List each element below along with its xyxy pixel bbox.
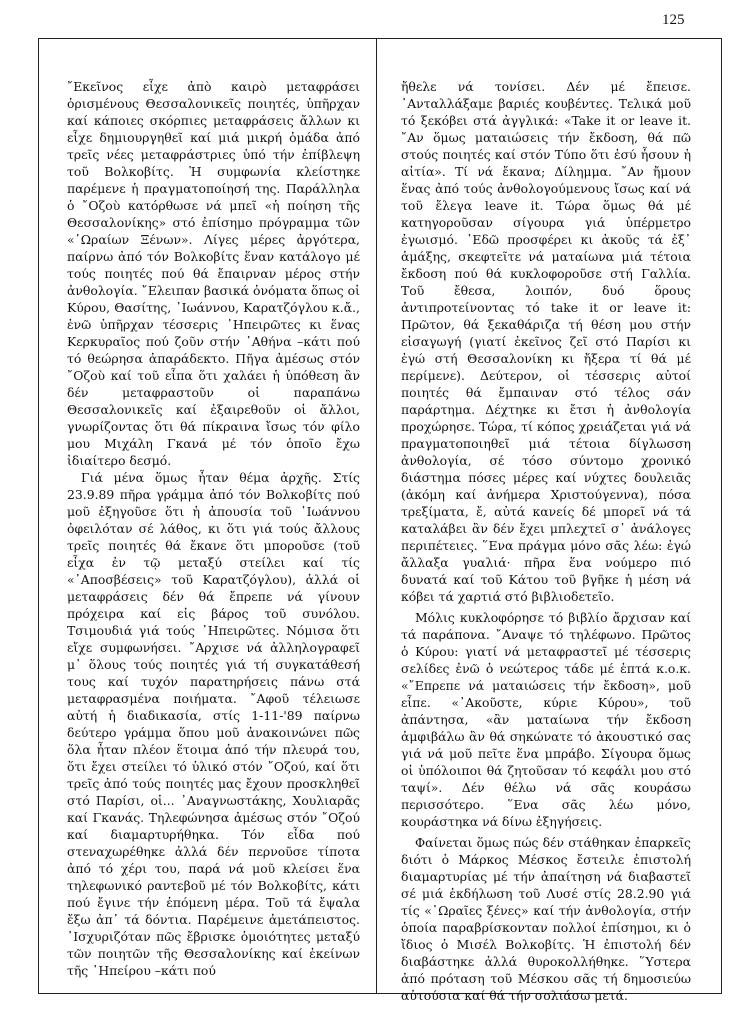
right-paragraph-2: Μόλις κυκλοφόρησε τό βιβλίο ἄρχισαν καί τά παράπονα. ῎Αναψε τό τηλέφωνο. Πρῶτος ὁ Κύρου: γιατί νά μεταφραστεῖ μέ τέσσερις σελίδες ἐνῶ ὁ νεώτερος τάδε μέ ἑπτά κ.ο.κ. «῎Επρεπε νά ματαιώσεις τήν ἔκδοση», μοῦ εἶπε. «᾿Ακοῦστε, κύριε Κύρου», τοῦ ἀπάντησα, «ἂν ματαίωνα τήν ἔκδοση ἀμφιβάλω ἂν θά σηκώνατε τό ἀκουστικό σας γιά νά μοῦ πεῖτε ἕνα μπράβο. Σίγουρα ὅμως οἱ ὑπόλοιποι θά ζητοῦσαν τό κεφάλι μου στό ταψί». Δέν θέλω νά σᾶς κουράσω περισσότερο. ῞Ενα σᾶς λέω μόνο, κουράστηκα νά δίνω ἐξηγήσεις. <box>401 610 691 829</box>
left-paragraph-1: ῎Εκεῖνος εἶχε ἀπὸ καιρὸ μεταφράσει ὁρισμένους Θεσσαλονικεῖς ποιητές, ὑπῆρχαν καί κάποιες σκόρπιες μεταφράσεις ἄλλων κι εἶχε δημιουργηθεῖ καί μιά μικρή ὁμάδα ἀπό τρεῖς νέες μεταφράστριες ὑπό τήν ἐπίβλεψη τοῦ Βολκοβίτς. Ἡ συμφωνία κλείστηκε παρέμενε ἡ πραγματοποίησή της. Παράλληλα ὁ ῎Οζοὺ κατόρθωσε νά μπεῖ «ἡ ποίηση τῆς Θεσσαλονίκης» στό ἐπίσημο πρόγραμμα τῶν «῾Ωραίων Ξένων». Λίγες μέρες ἀργότερα, παίρνω ἀπό τόν Βολκοβίτς ἕναν κατάλογο μέ τούς ποιητές πού θά ἔπαιρναν μέρος στήν ἀνθολογία. ῎Ελειπαν βασικά ὀνόματα ὅπως οἱ Κύρου, Θασίτης, ᾿Ιωάννου, Καρατζόγλου κ.ἄ., ἐνῶ ὑπῆρχαν τέσσερις ᾿Ηπειρῶτες κι ἕνας Κερκυραῖος πού ζοῦν στήν ᾿Αθήνα –κάτι πού τό θεώρησα ἀπαράδεκτο. Πῆγα ἀμέσως στόν ῎Οζοὺ καί τοῦ εἶπα ὅτι χαλάει ἡ ὑπόθεση ἂν δέν μεταφραστοῦν οἱ παραπάνω Θεσσαλονικεῖς καί ἐξαιρεθοῦν οἱ ἄλλοι, γνωρίζοντας ὅτι θά πίκραινα ἴσως τόν φίλο μου Μιχάλη Γκανά μέ τόν ὁποῖο ἔχω ἰδιαίτερο δεσμό. <box>67 79 360 468</box>
column-divider <box>376 38 377 994</box>
left-paragraph-2: Γιά μένα ὅμως ἦταν θέμα ἀρχῆς. Στίς 23.9.89 πῆρα γράμμα ἀπό τόν Βολκοβίτς πού μοῦ ἐξηγοῦσε ὅτι ἡ ἀπουσία τοῦ ᾿Ιωάννου ὀφειλόταν σέ λάθος, κι ὅτι γιά τούς ἄλλους τρεῖς ποιητές θά ἔκανε ὅτι μποροῦσε (τοῦ εἶχα ἐν τῷ μεταξύ στείλει καί τίς «᾿Αποσβέσεις» τοῦ Καρατζόγλου), ἀλλά οἱ μεταφράσεις δέν θά ἔπρεπε νά γίνουν πρόχειρα καί εἰς βάρος τοῦ συνόλου. Τσιμουδιά γιά τούς ᾿Ηπειρῶτες. Νόμισα ὅτι εἴχε συμφωνήσει. ῎Αρχισε νά ἀλληλογραφεῖ μ᾿ ὅλους τούς ποιητές γιά τή συγκατάθεσή τους καί τυχόν παρατηρήσεις πάνω στά μεταφρασμένα ποιήματα. ῎Αφοῦ τέλειωσε αὐτή ἡ διαδικασία, στίς 1-11-'89 παίρνω δεύτερο γράμμα ὅπου μοῦ ἀνακοινώνει πῶς ὅλα ἦταν πλέον ἕτοιμα ἀπό τήν πλευρά του, ὅτι ἔχει στείλει τό ὑλικό στόν ῎Οζού, καί ὅτι τρεῖς ἀπό τούς ποιητές μας ἔχουν προσκληθεῖ στό Παρίσι, οἱ... ᾿Αναγνωστάκης, Χουλιαρᾶς καί Γκανάς. Τηλεφώνησα ἀμέσως στόν ῎Οζού καί διαμαρτυρήθηκα. Τόν εἶδα πού στεναχωρέθηκε ἀλλά δέν περνοῦσε τίποτα ἀπό τό χέρι του, παρά νά μοῦ κλείσει ἕνα τηλεφωνικό ραντεβοῦ μέ τόν Βολκοβίτς, κάτι πού ἔγινε τήν ἑπόμενη μέρα. Τοῦ τά ἔψαλα ἔξω ἀπ᾿ τά δόντια. Παρέμεινε ἀμετάπειστος. ᾿Ισχυριζόταν πῶς ἔβρισκε ὁμοιότητες μεταξύ τῶν ποιητῶν τῆς Θεσσαλονίκης καί ἐκείνων τῆς ᾿Ηπείρου –κάτι πού <box>67 470 360 978</box>
right-paragraph-1: ἤθελε νά τονίσει. Δέν μέ ἔπεισε. ᾿Ανταλλάξαμε βαριές κουβέντες. Τελικά μοῦ τό ξεκόβει στά ἀγγλικά: «Take it or leave it. ῎Αν ὅμως ματαιώσεις τήν ἔκδοση, θά πῶ στούς ποιητές καί στόν Τύπο ὅτι ἐσύ ἦσουν ἡ αἰτία». Τί νά ἔκανα; Δίλημμα. ῎Αν ἤμουν ἕνας ἀπό τούς ἀνθολογούμενους ἴσως καί νά τοῦ ἔλεγα leave it. Τώρα ὅμως θά μέ κατηγοροῦσαν σίγουρα γιά ὑπέρμετρο ἐγωισμό. ᾿Εδῶ προσφέρει κι ἀκοῦς τά ἐξ᾿ ἁμάξης, σκεφτεῖτε νά ματαίωνα μιά τέτοια ἔκδοση πού θά κυκλοφοροῦσε στή Γαλλία. Τοῦ ἔθεσα, λοιπόν, δυό ὅρους ἀντιπροτείνοντας τό take it or leave it: Πρῶτον, θά ξεκαθάριζα τή θέση μου στήν εἰσαγωγή (γιατί ἐκεῖνος ζεῖ στό Παρίσι κι ἐγώ στή Θεσσαλονίκη κι ἤξερα τί θά μέ περίμενε). Δεύτερον, οἱ τέσσερις αὐτοί ποιητές θά ἔμπαιναν στό τέλος σάν παράρτημα. Δέχτηκε κι ἔτσι ἡ ἀνθολογία προχώρησε. Τώρα, τί κόπος χρειάζεται γιά νά πραγματοποιηθεῖ μιά τέτοια δίγλωσση ἀνθολογία, σέ τόσο σύντομο χρονικό διάστημα πόσες μέρες καί νύχτες δουλειᾶς (ἀκόμη καί ἀνήμερα Χριστούγεννα), πόσα τρεξίματα, ἔ, αὐτά κανείς δέ μπορεῖ νά τά καταλάβει ἂν δέν ἔχει μπλεχτεῖ σ᾿ ἀνάλογες περιπέτειες. ῞Ενα πράγμα μόνο σᾶς λέω: ἐγώ ἄλλαξα γυαλιά· πῆρα ἕνα νούμερο πιό δυνατά καί τοῦ Κάτου τοῦ βγῆκε ἡ μέση νά κόβει τά χαρτιά στό βιβλιοδετεῖο. <box>401 79 691 604</box>
right-paragraph-3: Φαίνεται ὅμως πώς δέν στάθηκαν ἐπαρκεῖς διότι ὁ Μάρκος Μέσκος ἔστειλε ἐπιστολή διαμαρτυρίας μέ τήν ἀπαίτηση νά διαβαστεῖ σέ μιά ἐκδήλωση τοῦ Λυσέ στίς 28.2.90 γιά τίς «῾Ωραῖες ξένες» καί τήν ἀνθολογία, στήν ὁποία παραβρίσκονταν πολλοί ἐπίσημοι, κι ὁ ἴδιος ὁ Μισέλ Βολκοβίτς. Ἡ ἐπιστολή δέν διαβάστηκε ἀλλά θυροκολλήθηκε. ῞Υστερα ἀπό πρόταση τοῦ Μέσκου σᾶς τή δημοσιεύω αὐτούσια καί θά τήν σολιάσω μετά. <box>401 835 691 1003</box>
left-column <box>67 78 360 979</box>
right-column <box>401 78 691 1004</box>
page-number: 125 <box>662 12 685 28</box>
